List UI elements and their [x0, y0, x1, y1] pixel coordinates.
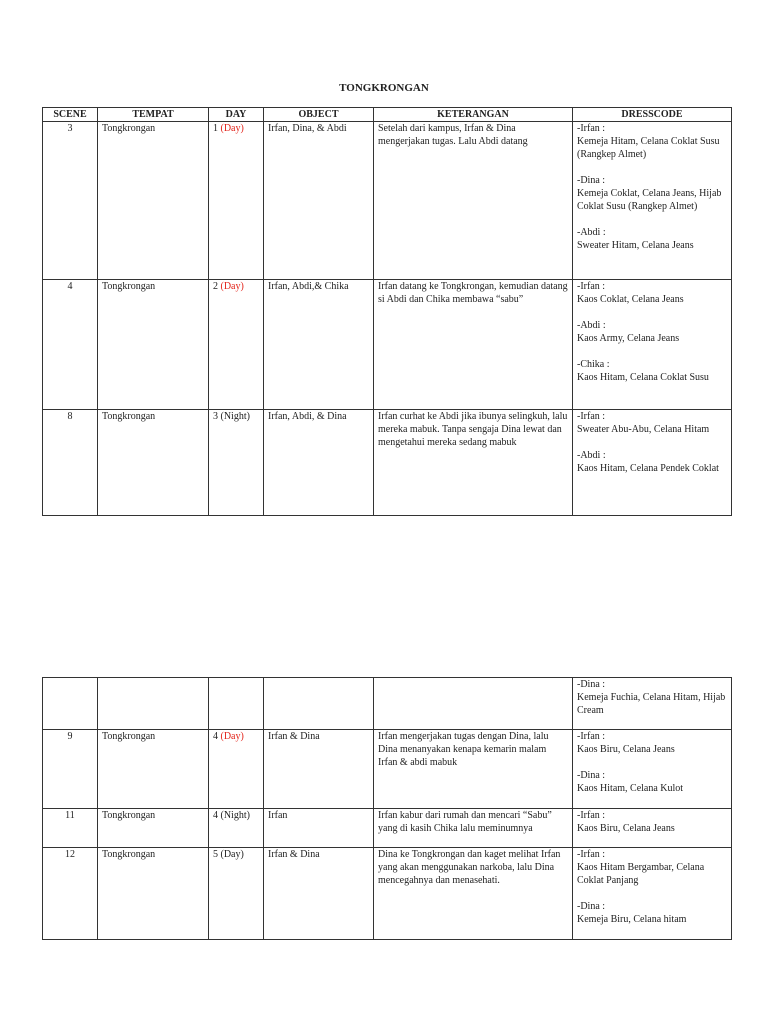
day-label: (Day)	[220, 731, 244, 742]
table-row	[43, 809, 732, 848]
object-text: Irfan, Abdi, & Dina	[268, 411, 347, 422]
object-cell	[264, 280, 374, 410]
dresscode-cell	[573, 280, 732, 410]
dresscode-spacer	[577, 306, 727, 319]
tempat-text: Tongkrongan	[102, 731, 156, 742]
keterangan-text: Irfan mengerjakan tugas dengan Dina, lalu Dina menanyakan kenapa kemarin malam Irfan & abdi mabuk	[378, 731, 549, 768]
table-row	[43, 410, 732, 516]
dresscode-cell	[573, 410, 732, 516]
dresscode-cell	[573, 122, 732, 280]
header-keterangan: KETERANGAN	[374, 108, 573, 122]
header-object: OBJECT	[264, 108, 374, 122]
scene-cell	[43, 122, 98, 280]
dresscode-outfit: Kemeja Hitam, Celana Coklat Susu (Rangkep Almet)	[577, 136, 720, 160]
object-cell	[264, 122, 374, 280]
scene-cell	[43, 280, 98, 410]
table-header-row	[43, 108, 732, 122]
header-day: DAY	[209, 108, 264, 122]
dresscode-person: -Dina :	[577, 901, 606, 912]
day-number: 5	[213, 849, 218, 860]
dresscode-outfit: Kaos Biru, Celana Jeans	[577, 823, 675, 834]
day-label: (Day)	[220, 849, 244, 860]
scene-cell	[43, 730, 98, 809]
day-number: 1	[213, 123, 218, 134]
dresscode-spacer	[577, 436, 727, 449]
object-cell	[264, 809, 374, 848]
day-label: (Night)	[220, 411, 250, 422]
object-cell	[264, 848, 374, 940]
tempat-text: Tongkrongan	[102, 281, 156, 292]
dresscode-spacer	[577, 756, 727, 769]
day-cell	[209, 848, 264, 940]
dresscode-spacer	[577, 345, 727, 358]
dresscode-person: -Dina :	[577, 770, 606, 781]
day-label: (Day)	[220, 281, 244, 292]
tempat-cell	[98, 678, 209, 730]
dresscode-person: -Irfan :	[577, 731, 606, 742]
day-cell	[209, 410, 264, 516]
dresscode-outfit: Kaos Army, Celana Jeans	[577, 333, 680, 344]
table-row	[43, 848, 732, 940]
day-number: 4	[213, 731, 218, 742]
keterangan-text: Dina ke Tongkrongan dan kaget melihat Irfan yang akan menggunakan narkoba, lalu Dina mencegahnya dan menasehati.	[378, 849, 561, 886]
dresscode-cell	[573, 678, 732, 730]
dresscode-person: -Irfan :	[577, 123, 606, 134]
keterangan-cell	[374, 678, 573, 730]
scene-cell	[43, 410, 98, 516]
day-number: 4	[213, 810, 218, 821]
scene-number: 9	[67, 731, 73, 742]
header-dresscode: DRESSCODE	[573, 108, 732, 122]
keterangan-cell	[374, 410, 573, 516]
day-cell	[209, 280, 264, 410]
object-text: Irfan, Dina, & Abdi	[268, 123, 347, 134]
dresscode-outfit: Kemeja Fuchia, Celana Hitam, Hijab Cream	[577, 692, 726, 716]
dresscode-outfit: Kaos Hitam, Celana Coklat Susu	[577, 372, 709, 383]
dresscode-person: -Irfan :	[577, 810, 606, 821]
scene-cell	[43, 809, 98, 848]
day-label: (Day)	[220, 123, 244, 134]
keterangan-cell	[374, 848, 573, 940]
dresscode-outfit: Sweater Hitam, Celana Jeans	[577, 240, 694, 251]
dresscode-person: -Abdi :	[577, 227, 606, 238]
table-row	[43, 678, 732, 730]
object-cell	[264, 410, 374, 516]
scene-number: 12	[65, 849, 75, 860]
keterangan-text: Irfan datang ke Tongkrongan, kemudian datang si Abdi dan Chika membawa “sabu”	[378, 281, 568, 305]
dresscode-cell	[573, 848, 732, 940]
day-number: 3	[213, 411, 218, 422]
tempat-cell	[98, 122, 209, 280]
keterangan-text: Irfan kabur dari rumah dan mencari “Sabu” yang di kasih Chika lalu meminumnya	[378, 810, 552, 834]
dresscode-person: -Abdi :	[577, 320, 606, 331]
scene-number: 11	[65, 810, 75, 821]
object-text: Irfan & Dina	[268, 849, 320, 860]
scene-number: 8	[67, 411, 73, 422]
dresscode-outfit: Kaos Biru, Celana Jeans	[577, 744, 675, 755]
dresscode-outfit: Kaos Hitam, Celana Pendek Coklat	[577, 463, 719, 474]
dresscode-outfit: Kemeja Biru, Celana hitam	[577, 914, 687, 925]
tempat-cell	[98, 280, 209, 410]
table-row	[43, 280, 732, 410]
keterangan-text: Irfan curhat ke Abdi jika ibunya selingkuh, lalu mereka mabuk. Tanpa sengaja Dina lewat dan mengetahui mereka sedang mabuk	[378, 411, 568, 448]
object-cell	[264, 730, 374, 809]
dresscode-spacer	[577, 161, 727, 174]
header-tempat: TEMPAT	[98, 108, 209, 122]
tempat-cell	[98, 809, 209, 848]
dresscode-person: -Dina :	[577, 175, 606, 186]
dresscode-person: -Chika :	[577, 359, 610, 370]
keterangan-cell	[374, 122, 573, 280]
tempat-text: Tongkrongan	[102, 411, 156, 422]
table-row	[43, 730, 732, 809]
day-label: (Night)	[220, 810, 250, 821]
day-cell	[209, 678, 264, 730]
dresscode-outfit: Kaos Hitam Bergambar, Celana Coklat Panjang	[577, 862, 705, 886]
dresscode-spacer	[577, 887, 727, 900]
tempat-text: Tongkrongan	[102, 849, 156, 860]
dresscode-outfit: Sweater Abu-Abu, Celana Hitam	[577, 424, 710, 435]
day-cell	[209, 730, 264, 809]
header-scene: SCENE	[43, 108, 98, 122]
table-row	[43, 122, 732, 280]
object-text: Irfan	[268, 810, 288, 821]
dresscode-cell	[573, 809, 732, 848]
scene-number: 3	[67, 123, 73, 134]
dresscode-outfit: Kemeja Coklat, Celana Jeans, Hijab Coklat Susu (Rangkep Almet)	[577, 188, 722, 212]
day-number: 2	[213, 281, 218, 292]
schedule-table-page-2	[42, 677, 732, 940]
object-text: Irfan & Dina	[268, 731, 320, 742]
tempat-text: Tongkrongan	[102, 810, 156, 821]
keterangan-cell	[374, 809, 573, 848]
scene-number: 4	[67, 281, 73, 292]
keterangan-text: Setelah dari kampus, Irfan & Dina mengerjakan tugas. Lalu Abdi datang	[378, 123, 528, 147]
object-text: Irfan, Abdi,& Chika	[268, 281, 349, 292]
tempat-cell	[98, 848, 209, 940]
dresscode-spacer	[577, 213, 727, 226]
dresscode-person: -Abdi :	[577, 450, 606, 461]
tempat-cell	[98, 730, 209, 809]
tempat-text: Tongkrongan	[102, 123, 156, 134]
day-cell	[209, 122, 264, 280]
day-cell	[209, 809, 264, 848]
dresscode-outfit: Kaos Coklat, Celana Jeans	[577, 294, 684, 305]
dresscode-person: -Dina :	[577, 679, 606, 690]
dresscode-person: -Irfan :	[577, 411, 606, 422]
tempat-cell	[98, 410, 209, 516]
dresscode-outfit: Kaos Hitam, Celana Kulot	[577, 783, 684, 794]
dresscode-cell	[573, 730, 732, 809]
scene-cell	[43, 678, 98, 730]
schedule-table-page-1	[42, 107, 732, 516]
object-cell	[264, 678, 374, 730]
keterangan-cell	[374, 280, 573, 410]
scene-cell	[43, 848, 98, 940]
keterangan-cell	[374, 730, 573, 809]
dresscode-person: -Irfan :	[577, 281, 606, 292]
document-title: TONGKRONGAN	[339, 82, 429, 94]
dresscode-person: -Irfan :	[577, 849, 606, 860]
